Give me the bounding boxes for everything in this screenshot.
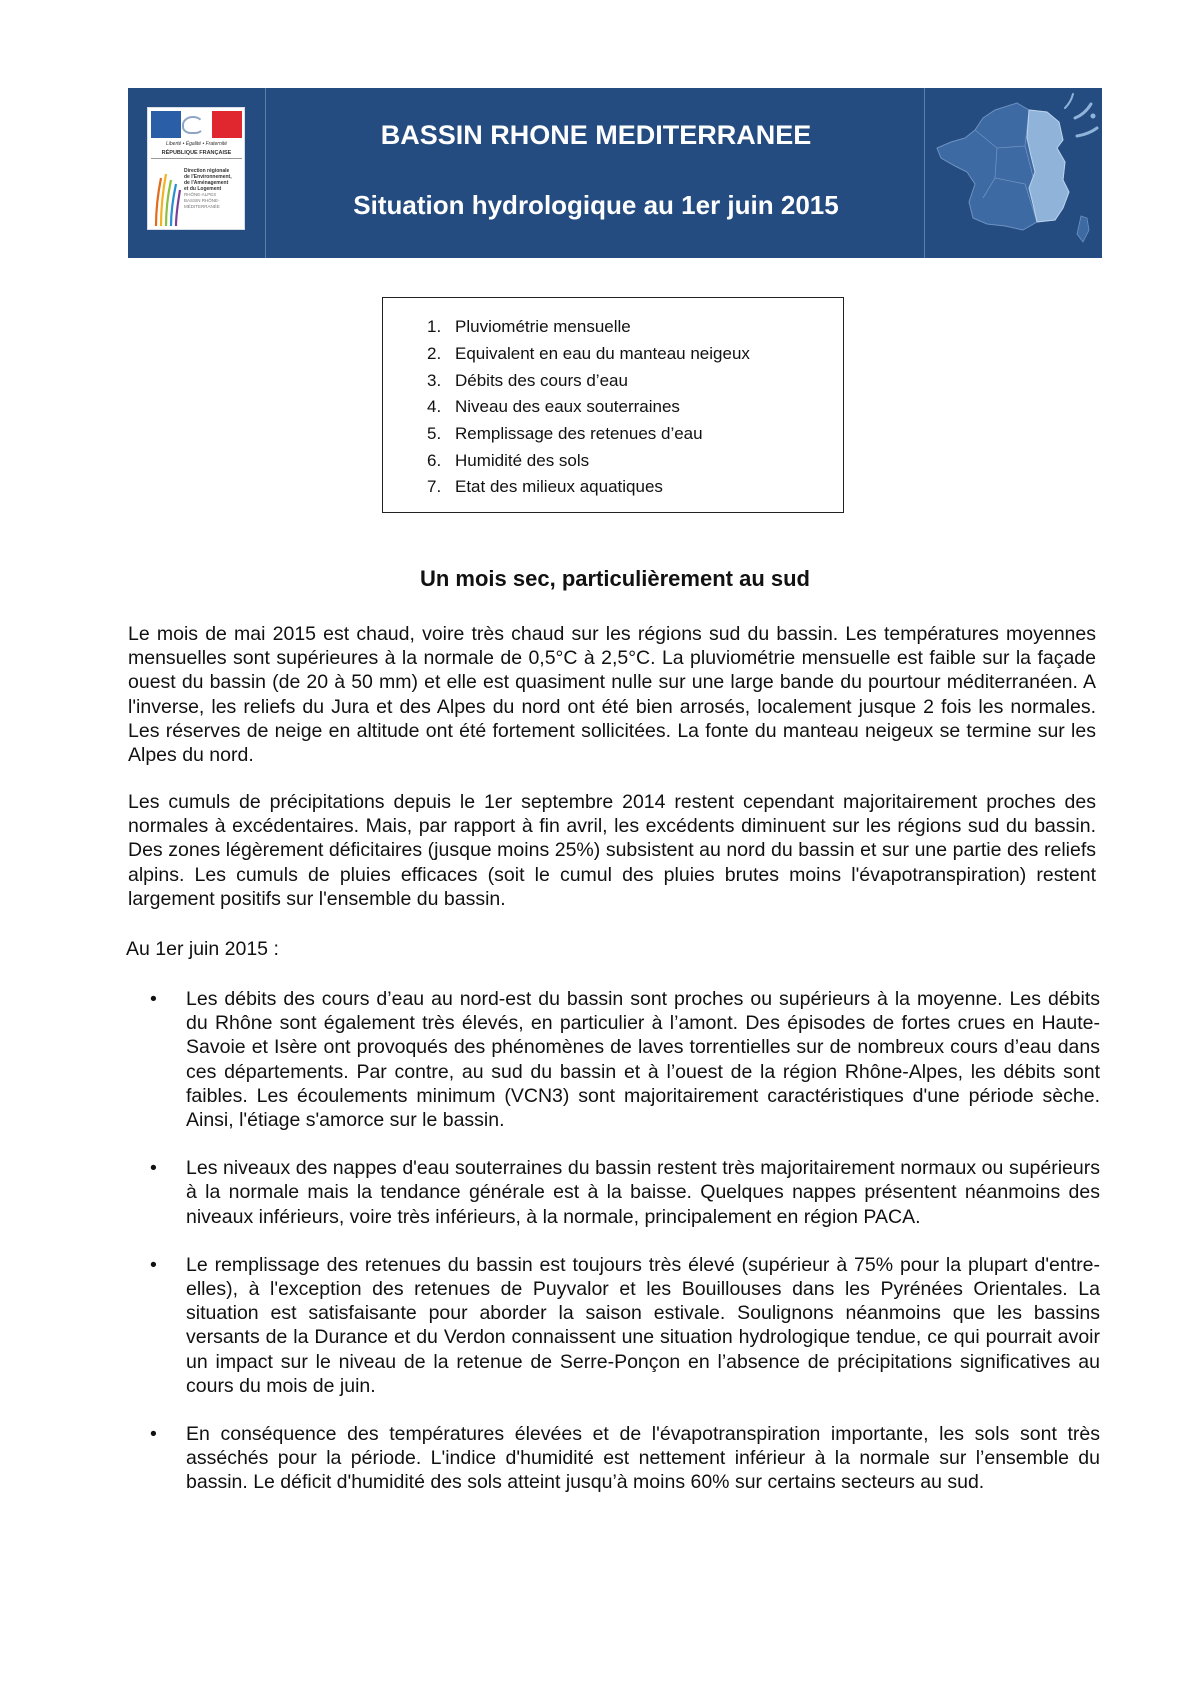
summary-item: [427, 474, 750, 501]
summary-item-number: 5.: [427, 424, 442, 444]
dreal-basin: BASSIN RHÔNE-MÉDITERRANÉE: [184, 198, 220, 209]
summary-item: [427, 341, 750, 368]
bullet-icon: •: [150, 1423, 157, 1446]
marianne-icon: [182, 116, 204, 134]
paragraph: Le mois de mai 2015 est chaud, voire très chaud sur les régions sud du bassin. Les températures moyennes mensuelles sont supérieures à la normale de 0,5°C à 2,5°C. La pluviométrie mensuelle est faible sur la façade ouest du bassin (de 20 à 50 mm) et elle est quasiment nulle sur une large bande du pourtour méditerranéen. A l'inverse, les reliefs du Jura et des Alpes du nord ont été bien arrosés, localement jusque 2 fois les normales. Les réserves de neige en altitude ont été fortement sollicitées. La fonte du manteau neigeux se termine sur les Alpes du nord.: [128, 623, 1096, 767]
dreal-line: de l'Environnement,: [184, 174, 232, 180]
summary-item-label: Etat des milieux aquatiques: [455, 477, 663, 497]
summary-item-number: 7.: [427, 477, 442, 497]
summary-item-number: 3.: [427, 370, 442, 390]
dreal-text: [184, 168, 242, 210]
bullet-icon: •: [150, 1157, 157, 1180]
summary-box: [382, 297, 844, 513]
ministry-logo: [147, 107, 245, 230]
page-title: BASSIN RHONE MEDITERRANEE: [380, 120, 812, 150]
summary-item-label: Equivalent en eau du manteau neigeux: [455, 344, 750, 364]
summary-item-number: 2.: [427, 344, 442, 364]
summary-item-label: Humidité des sols: [455, 450, 590, 470]
bullet-text: Le remplissage des retenues du bassin est toujours très élevé (supérieur à 75% pour la plupart d'entre-elles), à l'exception des retenues de Puyvalor et les Bouillouses dans les Pyrénées Orientales. La situation est satisfaisante pour aborder la saison estivale. Soulignons néanmoins que les bassins versants de la Durance et du Verdon connaissent une situation hydrologique tendue, ce qui pourrait avoir un impact sur le niveau de la retenue de Serre-Ponçon en l’absence de précipitations significatives au cours du mois de juin.: [186, 1253, 1100, 1397]
basin-map: [925, 88, 1102, 258]
page-subtitle: Situation hydrologique au 1er juin 2015: [353, 190, 839, 220]
summary-item-label: Niveau des eaux souterraines: [455, 397, 680, 417]
summary-item-number: 1.: [427, 317, 442, 337]
summary-item-number: 6.: [427, 450, 442, 470]
dreal-bars-icon: [152, 168, 182, 226]
france-map-icon: [925, 88, 1102, 258]
bullet-item: [146, 1253, 1100, 1398]
summary-item: [427, 421, 750, 448]
bullet-item: [146, 1422, 1100, 1495]
bullet-item: [146, 1156, 1100, 1229]
bullet-item: [146, 987, 1100, 1132]
summary-item-label: Débits des cours d’eau: [455, 370, 628, 390]
logo-republic: RÉPUBLIQUE FRANÇAISE: [151, 150, 242, 159]
bullet-text: En conséquence des températures élevées et de l'évapotranspiration importante, les sols sont très asséchés pour la période. L'indice d'humidité est nettement inférieur à la normale sur l’ensemble du bassin. Le déficit d'humidité des sols atteint jusqu’à moins 60% sur certains secteurs au sud.: [186, 1423, 1100, 1494]
dreal-line: et du Logement: [184, 186, 222, 192]
summary-item-number: 4.: [427, 397, 442, 417]
logo-motto: Liberté • Égalité • Fraternité: [165, 141, 228, 147]
date-line: Au 1er juin 2015 :: [126, 938, 279, 960]
summary-list: [427, 314, 750, 501]
summary-item-label: Remplissage des retenues d’eau: [455, 424, 703, 444]
summary-item: [427, 394, 750, 421]
section-headline: Un mois sec, particulièrement au sud: [419, 566, 810, 591]
summary-item-label: Pluviométrie mensuelle: [455, 317, 631, 337]
header-banner: [128, 88, 1102, 258]
dreal-line: de l'Aménagement: [184, 180, 229, 186]
summary-item: [427, 447, 750, 474]
bullet-icon: •: [150, 1253, 157, 1276]
summary-item: [427, 367, 750, 394]
banner-divider: [265, 88, 266, 258]
bullet-list: [146, 987, 1100, 1519]
bullet-icon: •: [150, 988, 157, 1010]
dreal-region: RHÔNE-ALPES: [184, 192, 217, 197]
bullet-text: Les débits des cours d’eau au nord-est du bassin sont proches ou supérieurs à la moyenne. Les débits du Rhône sont également très élevés, en particulier à l’amont. Des épisodes de fortes crues en Haute-Savoie et Isère ont provoqués des phénomènes de laves torrentielles sur de nombreux cours d’eau dans ces départements. Par contre, au sud du bassin et à l’ouest de la région Rhône-Alpes, les débits sont faibles. Les écoulements minimum (VCN3) sont majoritairement caractéristiques d'une période sèche. Ainsi, l'étiage s'amorce sur le bassin.: [186, 988, 1100, 1132]
dreal-line: Direction régionale: [184, 168, 230, 174]
bullet-text: Les niveaux des nappes d'eau souterraines du bassin restent très majoritairement normaux ou supérieurs à la normale mais la tendance générale est à la baisse. Quelques nappes présentent néanmoins des niveaux inférieurs, voire très inférieurs, à la normale, principalement en région PACA.: [186, 1157, 1100, 1228]
paragraph: Les cumuls de précipitations depuis le 1er septembre 2014 restent cependant majoritairement proches des normales à excédentaires. Mais, par rapport à fin avril, les excédents diminuent sur les régions sud du bassin. Des zones légèrement déficitaires (jusque moins 25%) subsistent au nord du bassin et sur une partie des reliefs alpins. Les cumuls de pluies efficaces (soit le cumul des pluies brutes moins l'évapotranspiration) restent largement positifs sur l'ensemble du bassin.: [128, 791, 1096, 910]
summary-item: [427, 314, 750, 341]
